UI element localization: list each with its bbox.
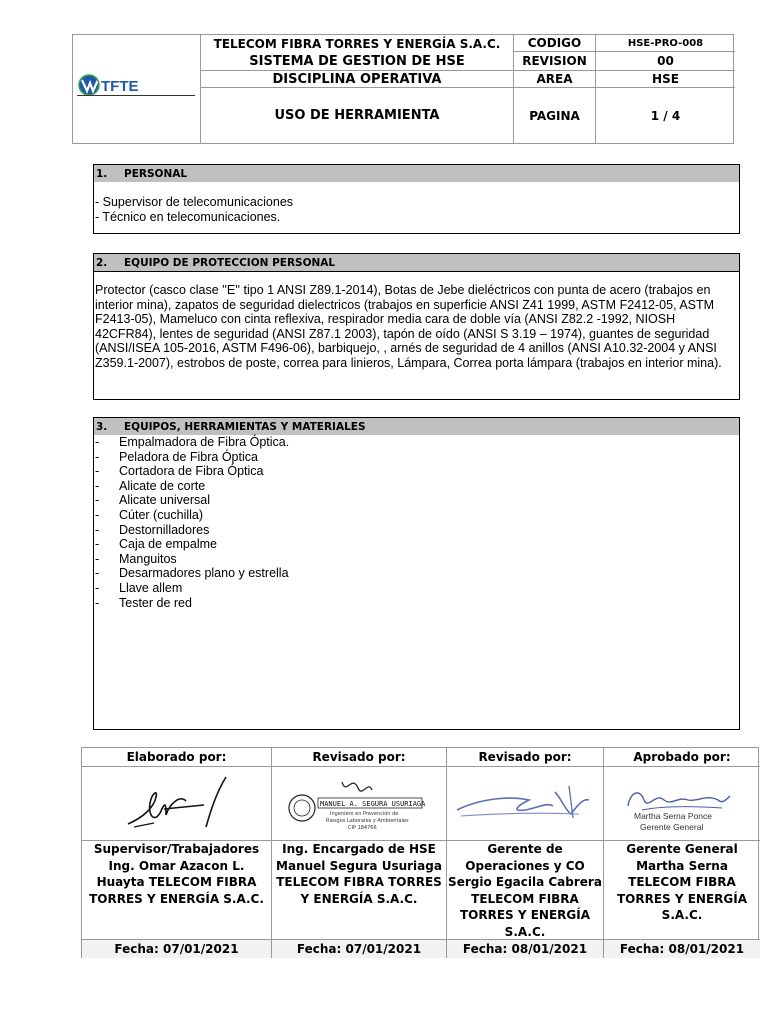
approval-date: Fecha: 07/01/2021 [272,939,446,958]
list-item: - Cúter (cuchilla) [95,507,204,522]
section-number: 3. [96,420,108,433]
approver-line: TORRES Y ENERGÍA [616,891,748,906]
section-body [95,195,735,224]
area-value: HSE [595,71,735,88]
approval-heading: Aprobado por: [604,748,760,767]
approver-line: S.A.C. [504,924,546,939]
signature-area [604,766,760,841]
section-equipos [93,417,740,730]
approval-column-aprobado [603,748,760,957]
section-title: PERSONAL [124,167,188,180]
code-value: HSE-PRO-008 [595,35,735,52]
approval-column-elaborado [82,748,271,957]
signature-area [447,766,603,841]
revision-value: 00 [595,52,735,71]
stamp-text: MANUEL A. SEGURA USURIAGA [320,800,426,808]
logo-underline [77,95,195,96]
approval-date: Fecha: 07/01/2021 [82,939,271,958]
approver-info [604,841,760,939]
list-item: - Empalmadora de Fibra Óptica. [95,435,290,449]
approver-line: Supervisor/Trabajadores [93,842,260,856]
stamp-text: Gerente General [640,822,704,832]
approval-date: Fecha: 08/01/2021 [604,939,760,958]
list-item: - Técnico en telecomunicaciones. [95,209,281,224]
section-epp [93,253,740,400]
approver-line: TORRES Y ENERGÍA S.A.C. [89,891,264,906]
area-label: AREA [513,71,595,88]
signature-area [272,766,446,841]
approver-line: Gerente General [626,842,738,856]
signature-image [114,769,246,837]
list-item: - Peladora de Fibra Óptica [95,449,258,464]
section-personal [93,164,740,234]
section-header [94,165,739,182]
approval-column-revisado-operaciones [446,748,603,957]
list-item: - Tester de red [95,595,192,610]
approver-line: Y ENERGÍA S.A.C. [300,891,418,906]
section-title: EQUIPO DE PROTECCION PERSONAL [124,256,336,269]
approver-info [82,841,271,939]
approver-line: TORRES Y ENERGÍA [459,908,591,923]
list-item: - Supervisor de telecomunicaciones [95,195,294,209]
page-label: PAGINA [513,88,595,143]
approval-heading: Revisado por: [447,748,603,767]
approver-line: Martha Serna [636,858,728,873]
signature-area [82,766,271,841]
list-item: - Desarmadores plano y estrella [95,566,289,581]
approver-info [272,841,446,939]
approval-heading: Elaborado por: [82,748,271,767]
document-title: USO DE HERRAMIENTA [274,108,440,123]
company-logo [78,73,196,97]
approver-info [447,841,603,939]
signature-image [451,776,599,832]
section-number: 1. [96,167,108,180]
signature-stamp-image [622,770,746,836]
approver-line: Huayta TELECOM FIBRA [96,875,257,890]
approver-line: TELECOM FIBRA [628,875,736,890]
section-header [94,254,739,272]
code-label: CODIGO [513,35,595,52]
tools-list [95,435,735,610]
stamp-text: Riesgos Laborales y Ambientales [326,818,409,824]
logo-cell [73,35,201,143]
list-item: - Cortadora de Fibra Óptica [95,464,264,479]
stamp-text: CIP 184766 [348,825,377,831]
signature-stamp-image [286,768,432,838]
approver-line: TELECOM FIBRA [471,891,579,906]
approval-column-revisado-hse [271,748,446,957]
list-item: - Alicate de corte [95,478,206,493]
approver-line: Gerente de [487,842,563,856]
approver-line: Operaciones y CO [465,858,585,873]
list-item: - Caja de empalme [95,537,217,552]
approver-line: Ing. Omar Azacon L. [108,858,245,873]
approver-line: S.A.C. [661,908,703,923]
company-name: TELECOM FIBRA TORRES Y ENERGÍA S.A.C. [213,36,501,51]
system-name: SISTEMA DE GESTION DE HSE [201,52,513,71]
section-header [94,418,739,435]
discipline-name: DISCIPLINA OPERATIVA [201,71,513,88]
revision-label: REVISION [513,52,595,71]
list-item: - Llave allem [95,580,183,595]
approval-date: Fecha: 08/01/2021 [447,939,603,958]
approval-heading: Revisado por: [272,748,446,767]
approver-line: Sergio Egacila Cabrera [448,875,602,890]
section-number: 2. [96,256,108,269]
list-item: - Destornilladores [95,522,210,537]
page-value: 1 / 4 [595,88,735,143]
list-item: - Manguitos [95,551,177,566]
stamp-text: Ingeniero en Prevención de [330,811,399,817]
logo-text: TFTE [101,78,139,95]
approver-line: Ing. Encargado de HSE [282,842,436,856]
section-title: EQUIPOS, HERRAMIENTAS Y MATERIALES [124,420,366,433]
approver-line: TELECOM FIBRA TORRES [276,875,442,890]
stamp-text: Martha Serna Ponce [634,811,712,821]
approval-table [81,747,759,958]
document-header [72,34,734,144]
approver-line: Manuel Segura Usuriaga [276,858,442,873]
section-paragraph: Protector (casco clase ''E'' tipo 1 ANSI Z89.1-2014), Botas de Jebe dieléctricos con punta de acero (trabajos en interior mina), zapatos de seguridad dielectricos (trabajos en superficie ANSI Z41 1999, ASTM F2412-05, ASTM F2413-05), Mameluco con cinta reflexiva, respirador media cara de doble vía (ANSI Z82.2 -1992, NIOSH 42CFR84), lentes de seguridad (ANSI Z87.1 2003), tapón de oído (ANSI S 3.19 – 1974), guantes de seguridad (ANSI/ISEA 105-2016, ASTM F496-06), barbiquejo, , arnés de seguridad de 4 anillos (ANSI A10.32-2004 y ANSI Z359.1-2007), estrobos de poste, correa para linieros, Lámpara, Correa porta lámpara (trabajos en interior mina). [95,283,722,370]
list-item: - Alicate universal [95,493,211,508]
